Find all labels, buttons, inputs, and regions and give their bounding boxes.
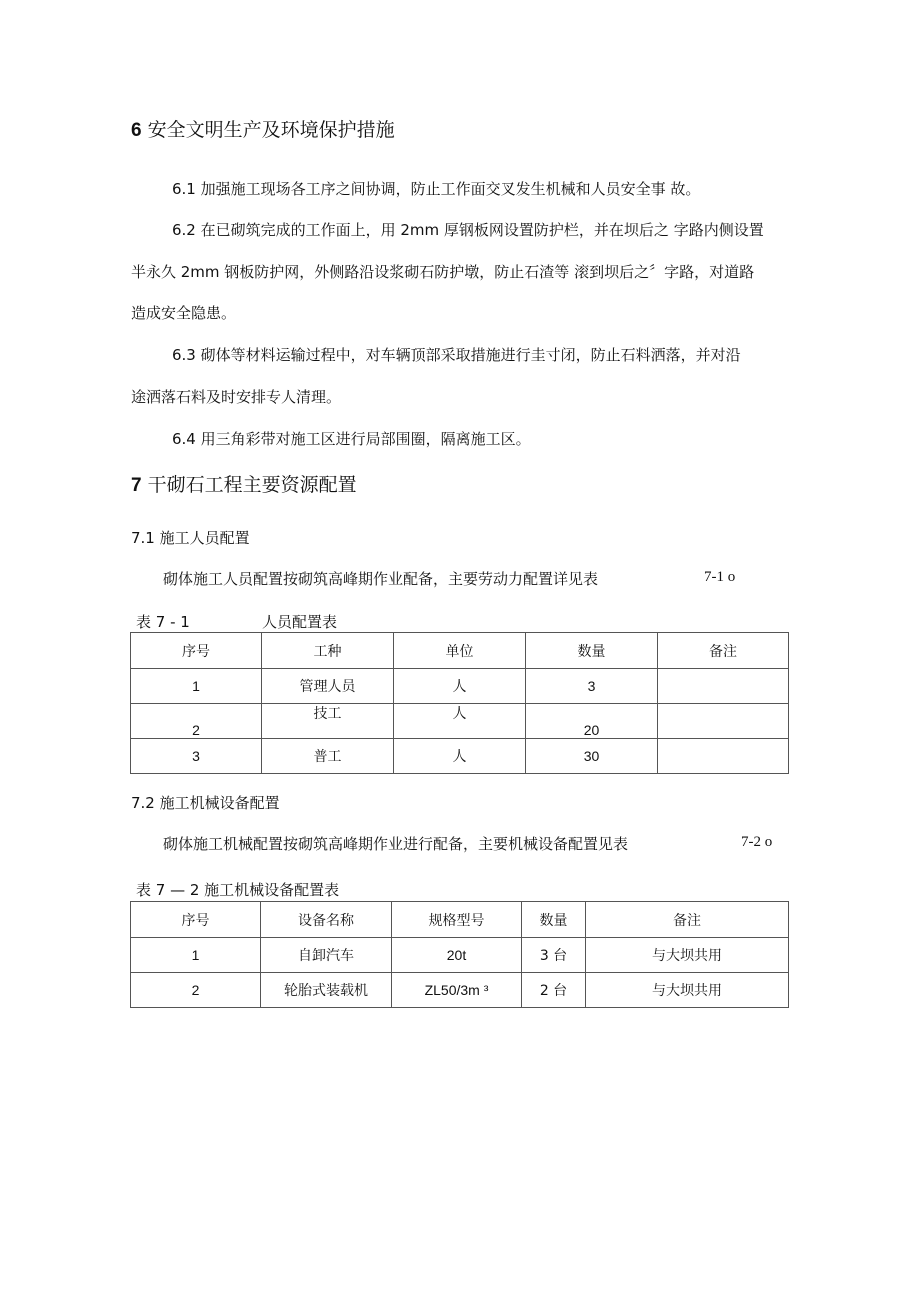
header-cell: 设备名称 — [261, 902, 392, 938]
table-cell: 人 — [394, 739, 526, 774]
table-cell — [526, 704, 658, 739]
header-cell: 序号 — [131, 633, 262, 669]
header-cell: 备注 — [586, 902, 789, 938]
paragraph-6-2-line-2: 半永久 2mm 钢板防护网，外侧路沿设浆砌石防护墩，防止石渣等 滚到坝后之〞字路，对道路 — [131, 263, 755, 281]
table-cell: 2 — [131, 973, 261, 1008]
table-cell: 轮胎式装载机 — [261, 973, 392, 1008]
table-reference: 7-1 o — [704, 569, 736, 585]
section-number: 6 — [131, 120, 142, 141]
table-7-1-caption-prefix: 表 7 - 1 — [136, 613, 190, 631]
table-cell: 1 — [131, 669, 262, 704]
subsection-7-1-heading: 7.1 施工人员配置 — [131, 529, 250, 547]
table-cell — [262, 704, 394, 739]
section-title: 安全文明生产及环境保护措施 — [147, 119, 395, 141]
table-cell: 2 台 — [522, 973, 586, 1008]
table-row — [131, 739, 789, 774]
table-cell: 20t — [392, 938, 522, 973]
header-cell: 数量 — [526, 633, 658, 669]
paragraph-6-2-line-3: 造成安全隐患。 — [131, 304, 237, 322]
table-cell: 与大坝共用 — [586, 938, 789, 973]
table-row — [131, 938, 789, 973]
paragraph-6-1: 6.1 加强施工现场各工序之间协调，防止工作面交叉发生机械和人员安全事 故。 — [172, 180, 701, 198]
table-cell: 1 — [131, 938, 261, 973]
table-row — [131, 669, 789, 704]
section-title: 干砌石工程主要资源配置 — [147, 474, 357, 496]
header-cell: 备注 — [658, 633, 789, 669]
table-cell: 管理人员 — [262, 669, 394, 704]
paragraph-6-3-line-2: 途洒落石料及时安排专人清理。 — [131, 388, 342, 406]
paragraph-6-4: 6.4 用三角彩带对施工区进行局部围圈，隔离施工区。 — [172, 430, 531, 448]
table-row — [131, 704, 789, 739]
table-row — [131, 973, 789, 1008]
table-cell — [658, 669, 789, 704]
table-header-row — [131, 633, 789, 669]
header-cell: 工种 — [262, 633, 394, 669]
table-cell: 人 — [394, 669, 526, 704]
cell-text: 人 — [452, 706, 467, 722]
table-cell: ZL50/3m ³ — [392, 973, 522, 1008]
table-cell — [394, 704, 526, 739]
table-cell: 3 — [131, 739, 262, 774]
section-number: 7 — [131, 475, 142, 496]
table-cell: 3 — [526, 669, 658, 704]
subsection-7-2-text: 砌体施工机械配置按砌筑高峰期作业进行配备，主要机械设备配置见表 — [163, 835, 629, 853]
table-cell: 自卸汽车 — [261, 938, 392, 973]
header-cell: 单位 — [394, 633, 526, 669]
table-cell: 与大坝共用 — [586, 973, 789, 1008]
table-cell: 普工 — [262, 739, 394, 774]
subsection-7-2-heading: 7.2 施工机械设备配置 — [131, 794, 280, 812]
paragraph-6-3-line-1: 6.3 砌体等材料运输过程中，对车辆顶部采取措施进行圭寸闭，防止石料洒落，并对沿 — [172, 346, 741, 364]
table-7-2-caption: 表 7 — 2 施工机械设备配置表 — [136, 881, 340, 899]
header-cell: 数量 — [522, 902, 586, 938]
table-cell: 3 台 — [522, 938, 586, 973]
paragraph-6-2-line-1: 6.2 在已砌筑完成的工作面上，用 2mm 厚钢板网设置防护栏，并在坝后之 字路内侧设置 — [172, 221, 764, 239]
table-cell — [658, 704, 789, 739]
section-7-heading — [131, 470, 357, 497]
header-cell: 序号 — [131, 902, 261, 938]
subsection-7-1-text: 砌体施工人员配置按砌筑高峰期作业配备，主要劳动力配置详见表 — [163, 570, 599, 588]
cell-text: 20 — [583, 722, 600, 738]
section-6-heading — [131, 115, 395, 142]
table-reference: 7-2 o — [741, 834, 773, 850]
table-cell: 30 — [526, 739, 658, 774]
cell-text: 2 — [192, 722, 200, 738]
table-7-1-caption-title: 人员配置表 — [262, 613, 338, 631]
table-cell — [131, 704, 262, 739]
table-cell — [658, 739, 789, 774]
cell-text: 技工 — [313, 706, 342, 722]
header-cell: 规格型号 — [392, 902, 522, 938]
equipment-table — [130, 901, 789, 1008]
personnel-table — [130, 632, 789, 774]
table-header-row — [131, 902, 789, 938]
